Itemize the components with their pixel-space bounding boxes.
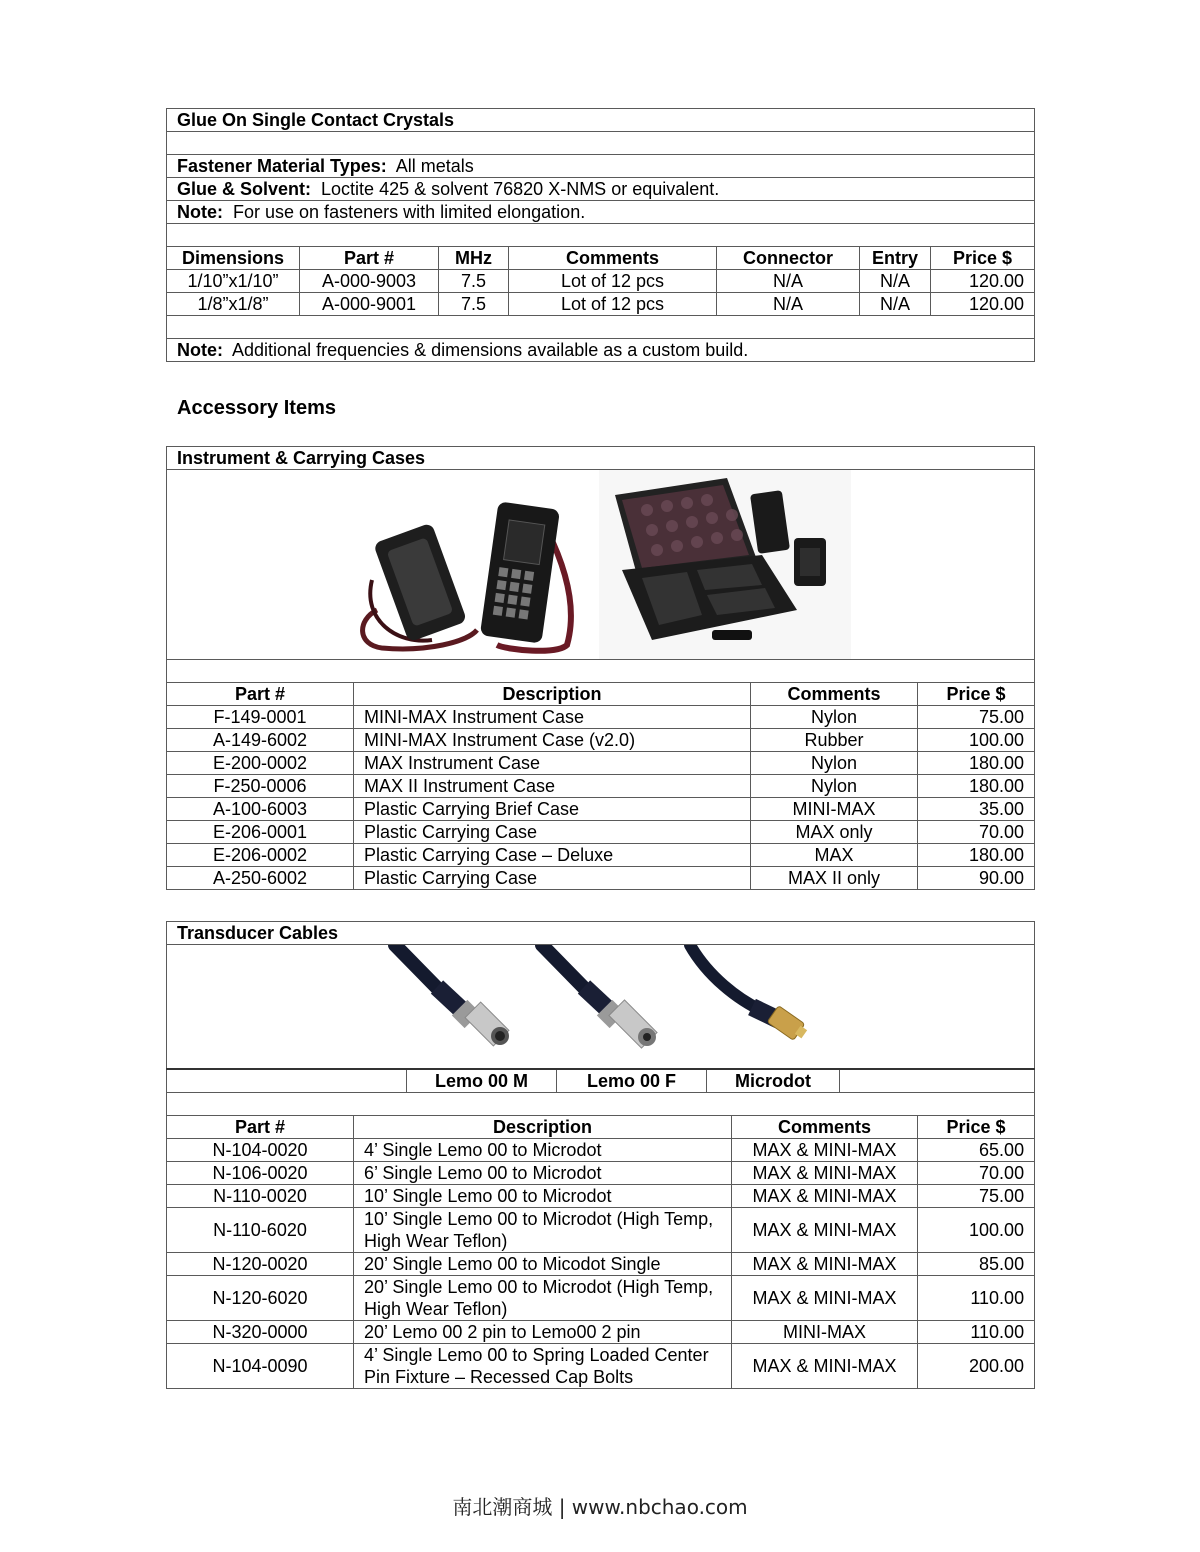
empty-row bbox=[167, 132, 1035, 155]
cell-mhz: 7.5 bbox=[439, 293, 509, 316]
cell-description: 20’ Single Lemo 00 to Microdot (High Temp, High Wear Teflon) bbox=[354, 1276, 732, 1321]
cell-description: 4’ Single Lemo 00 to Spring Loaded Center Pin Fixture – Recessed Cap Bolts bbox=[354, 1344, 732, 1389]
table-header-row bbox=[167, 683, 1035, 706]
cell-description: Plastic Carrying Case – Deluxe bbox=[354, 844, 751, 867]
connector-lemo-00-f: Lemo 00 F bbox=[557, 1069, 707, 1093]
cell-price: 200.00 bbox=[918, 1344, 1035, 1389]
cell-description: 20’ Single Lemo 00 to Micodot Single bbox=[354, 1253, 732, 1276]
cell-price: 70.00 bbox=[918, 1162, 1035, 1185]
fastener-material-row bbox=[167, 155, 1035, 178]
header-comments: Comments bbox=[509, 247, 717, 270]
cell-comments: MAX & MINI-MAX bbox=[732, 1139, 918, 1162]
cell-price: 100.00 bbox=[918, 1208, 1035, 1253]
cell-comments: MAX only bbox=[751, 821, 918, 844]
lemo-00-f-connector-icon bbox=[542, 945, 657, 1048]
cell-price: 120.00 bbox=[931, 270, 1035, 293]
note-row bbox=[167, 201, 1035, 224]
header-connector: Connector bbox=[717, 247, 860, 270]
cell-description: Plastic Carrying Case bbox=[354, 821, 751, 844]
cell-part: N-110-0020 bbox=[167, 1185, 354, 1208]
instrument-device-icon bbox=[480, 501, 571, 650]
cell-dimensions: 1/10”x1/10” bbox=[167, 270, 300, 293]
empty-row bbox=[167, 224, 1035, 247]
cell-dimensions: 1/8”x1/8” bbox=[167, 293, 300, 316]
cases-photo-cell bbox=[167, 470, 1035, 660]
empty-row bbox=[167, 660, 1035, 683]
cell-comments: MAX & MINI-MAX bbox=[732, 1253, 918, 1276]
cell-part: E-206-0002 bbox=[167, 844, 354, 867]
cell-price: 75.00 bbox=[918, 706, 1035, 729]
cell-part: N-120-6020 bbox=[167, 1276, 354, 1321]
footer-watermark: 南北潮商城 | www.nbchao.com bbox=[452, 1495, 748, 1519]
empty-row bbox=[167, 1093, 1035, 1116]
crystals-title: Glue On Single Contact Crystals bbox=[167, 109, 1035, 132]
header-description: Description bbox=[354, 1116, 732, 1139]
cell-comments: MINI-MAX bbox=[732, 1321, 918, 1344]
cell-comments: Lot of 12 pcs bbox=[509, 293, 717, 316]
cell-description: MINI-MAX Instrument Case bbox=[354, 706, 751, 729]
table-row bbox=[167, 729, 1035, 752]
cases-table bbox=[166, 446, 1035, 890]
glue-value: Loctite 425 & solvent 76820 X-NMS or equivalent. bbox=[321, 179, 720, 199]
cell-price: 90.00 bbox=[918, 867, 1035, 890]
cell-description: Plastic Carrying Brief Case bbox=[354, 798, 751, 821]
empty-cell bbox=[167, 1069, 407, 1093]
cell-part: N-106-0020 bbox=[167, 1162, 354, 1185]
cases-title: Instrument & Carrying Cases bbox=[167, 447, 1035, 470]
table-row bbox=[167, 1162, 1035, 1185]
accessory-items-heading: Accessory Items bbox=[177, 397, 336, 419]
header-entry: Entry bbox=[860, 247, 931, 270]
cell-comments: MAX II only bbox=[751, 867, 918, 890]
cell-part: E-200-0002 bbox=[167, 752, 354, 775]
cable-connectors-image bbox=[167, 945, 1033, 1068]
table-row bbox=[167, 293, 1035, 316]
cell-price: 110.00 bbox=[918, 1276, 1035, 1321]
glue-label: Glue & Solvent: bbox=[177, 179, 312, 199]
cell-price: 110.00 bbox=[918, 1321, 1035, 1344]
table-row bbox=[167, 1344, 1035, 1389]
cell-comments: MINI-MAX bbox=[751, 798, 918, 821]
table-row bbox=[167, 821, 1035, 844]
table-row bbox=[167, 798, 1035, 821]
cell-part: A-000-9003 bbox=[300, 270, 439, 293]
header-description: Description bbox=[354, 683, 751, 706]
cables-photo-cell bbox=[167, 945, 1035, 1070]
cell-part: N-320-0000 bbox=[167, 1321, 354, 1344]
cell-part: N-110-6020 bbox=[167, 1208, 354, 1253]
cell-description: 6’ Single Lemo 00 to Microdot bbox=[354, 1162, 732, 1185]
cell-description: MINI-MAX Instrument Case (v2.0) bbox=[354, 729, 751, 752]
cell-comments: MAX & MINI-MAX bbox=[732, 1208, 918, 1253]
fastener-label: Fastener Material Types: bbox=[177, 156, 387, 176]
cell-part: F-250-0006 bbox=[167, 775, 354, 798]
cell-price: 180.00 bbox=[918, 775, 1035, 798]
cell-comments: MAX & MINI-MAX bbox=[732, 1185, 918, 1208]
cell-price: 70.00 bbox=[918, 821, 1035, 844]
lemo-00-m-connector-icon bbox=[395, 945, 509, 1046]
note-label: Note: bbox=[177, 202, 223, 222]
empty-row bbox=[167, 316, 1035, 339]
cell-description: 4’ Single Lemo 00 to Microdot bbox=[354, 1139, 732, 1162]
table-row bbox=[167, 1139, 1035, 1162]
cell-comments: MAX bbox=[751, 844, 918, 867]
cell-part: A-250-6002 bbox=[167, 867, 354, 890]
cell-comments: MAX & MINI-MAX bbox=[732, 1344, 918, 1389]
cell-description: Plastic Carrying Case bbox=[354, 867, 751, 890]
cell-price: 180.00 bbox=[918, 752, 1035, 775]
cell-part: N-104-0020 bbox=[167, 1139, 354, 1162]
cell-connector: N/A bbox=[717, 293, 860, 316]
cell-description: MAX Instrument Case bbox=[354, 752, 751, 775]
cell-mhz: 7.5 bbox=[439, 270, 509, 293]
cell-part: A-149-6002 bbox=[167, 729, 354, 752]
cell-part: F-149-0001 bbox=[167, 706, 354, 729]
header-dimensions: Dimensions bbox=[167, 247, 300, 270]
crystals-table bbox=[166, 108, 1035, 362]
soft-case-icon bbox=[363, 523, 477, 649]
custom-build-note-row bbox=[167, 339, 1035, 362]
table-row bbox=[167, 1321, 1035, 1344]
cell-price: 65.00 bbox=[918, 1139, 1035, 1162]
header-price: Price $ bbox=[918, 1116, 1035, 1139]
cell-price: 35.00 bbox=[918, 798, 1035, 821]
cell-price: 85.00 bbox=[918, 1253, 1035, 1276]
cell-entry: N/A bbox=[860, 293, 931, 316]
header-mhz: MHz bbox=[439, 247, 509, 270]
cell-comments: MAX & MINI-MAX bbox=[732, 1276, 918, 1321]
cables-title: Transducer Cables bbox=[167, 922, 1035, 945]
header-price: Price $ bbox=[918, 683, 1035, 706]
header-part: Part # bbox=[167, 683, 354, 706]
cell-comments: Nylon bbox=[751, 752, 918, 775]
table-row bbox=[167, 1253, 1035, 1276]
connector-lemo-00-m: Lemo 00 M bbox=[407, 1069, 557, 1093]
glue-solvent-row bbox=[167, 178, 1035, 201]
cell-price: 100.00 bbox=[918, 729, 1035, 752]
cell-price: 120.00 bbox=[931, 293, 1035, 316]
header-comments: Comments bbox=[751, 683, 918, 706]
cell-connector: N/A bbox=[717, 270, 860, 293]
table-header-row bbox=[167, 1116, 1035, 1139]
table-row bbox=[167, 752, 1035, 775]
cell-description: 20’ Lemo 00 2 pin to Lemo00 2 pin bbox=[354, 1321, 732, 1344]
cell-comments: MAX & MINI-MAX bbox=[732, 1162, 918, 1185]
cell-description: 10’ Single Lemo 00 to Microdot bbox=[354, 1185, 732, 1208]
cell-part: A-000-9001 bbox=[300, 293, 439, 316]
cell-part: E-206-0001 bbox=[167, 821, 354, 844]
header-comments: Comments bbox=[732, 1116, 918, 1139]
table-row bbox=[167, 1185, 1035, 1208]
table-row bbox=[167, 706, 1035, 729]
hard-carrying-case-icon bbox=[599, 470, 851, 659]
header-part: Part # bbox=[167, 1116, 354, 1139]
table-row bbox=[167, 844, 1035, 867]
cell-description: MAX II Instrument Case bbox=[354, 775, 751, 798]
empty-cell bbox=[840, 1069, 1035, 1093]
instrument-cases-image bbox=[167, 470, 1033, 659]
cell-part: N-104-0090 bbox=[167, 1344, 354, 1389]
table-row bbox=[167, 270, 1035, 293]
cell-comments: Rubber bbox=[751, 729, 918, 752]
header-part: Part # bbox=[300, 247, 439, 270]
cell-comments: Nylon bbox=[751, 775, 918, 798]
cell-description: 10’ Single Lemo 00 to Microdot (High Temp, High Wear Teflon) bbox=[354, 1208, 732, 1253]
cell-price: 180.00 bbox=[918, 844, 1035, 867]
note-label: Note: bbox=[177, 340, 223, 360]
table-row bbox=[167, 867, 1035, 890]
cell-part: A-100-6003 bbox=[167, 798, 354, 821]
note-value: Additional frequencies & dimensions available as a custom build. bbox=[232, 340, 749, 360]
header-price: Price $ bbox=[931, 247, 1035, 270]
microdot-connector-icon bbox=[690, 945, 807, 1040]
cables-table bbox=[166, 921, 1035, 1389]
connector-microdot: Microdot bbox=[707, 1069, 840, 1093]
table-header-row bbox=[167, 247, 1035, 270]
table-row bbox=[167, 1208, 1035, 1253]
fastener-value: All metals bbox=[395, 156, 474, 176]
cell-comments: Lot of 12 pcs bbox=[509, 270, 717, 293]
cell-entry: N/A bbox=[860, 270, 931, 293]
connector-labels-row bbox=[167, 1069, 1035, 1093]
cell-part: N-120-0020 bbox=[167, 1253, 354, 1276]
cell-price: 75.00 bbox=[918, 1185, 1035, 1208]
table-row bbox=[167, 1276, 1035, 1321]
cell-comments: Nylon bbox=[751, 706, 918, 729]
note-value: For use on fasteners with limited elongation. bbox=[233, 202, 586, 222]
table-row bbox=[167, 775, 1035, 798]
